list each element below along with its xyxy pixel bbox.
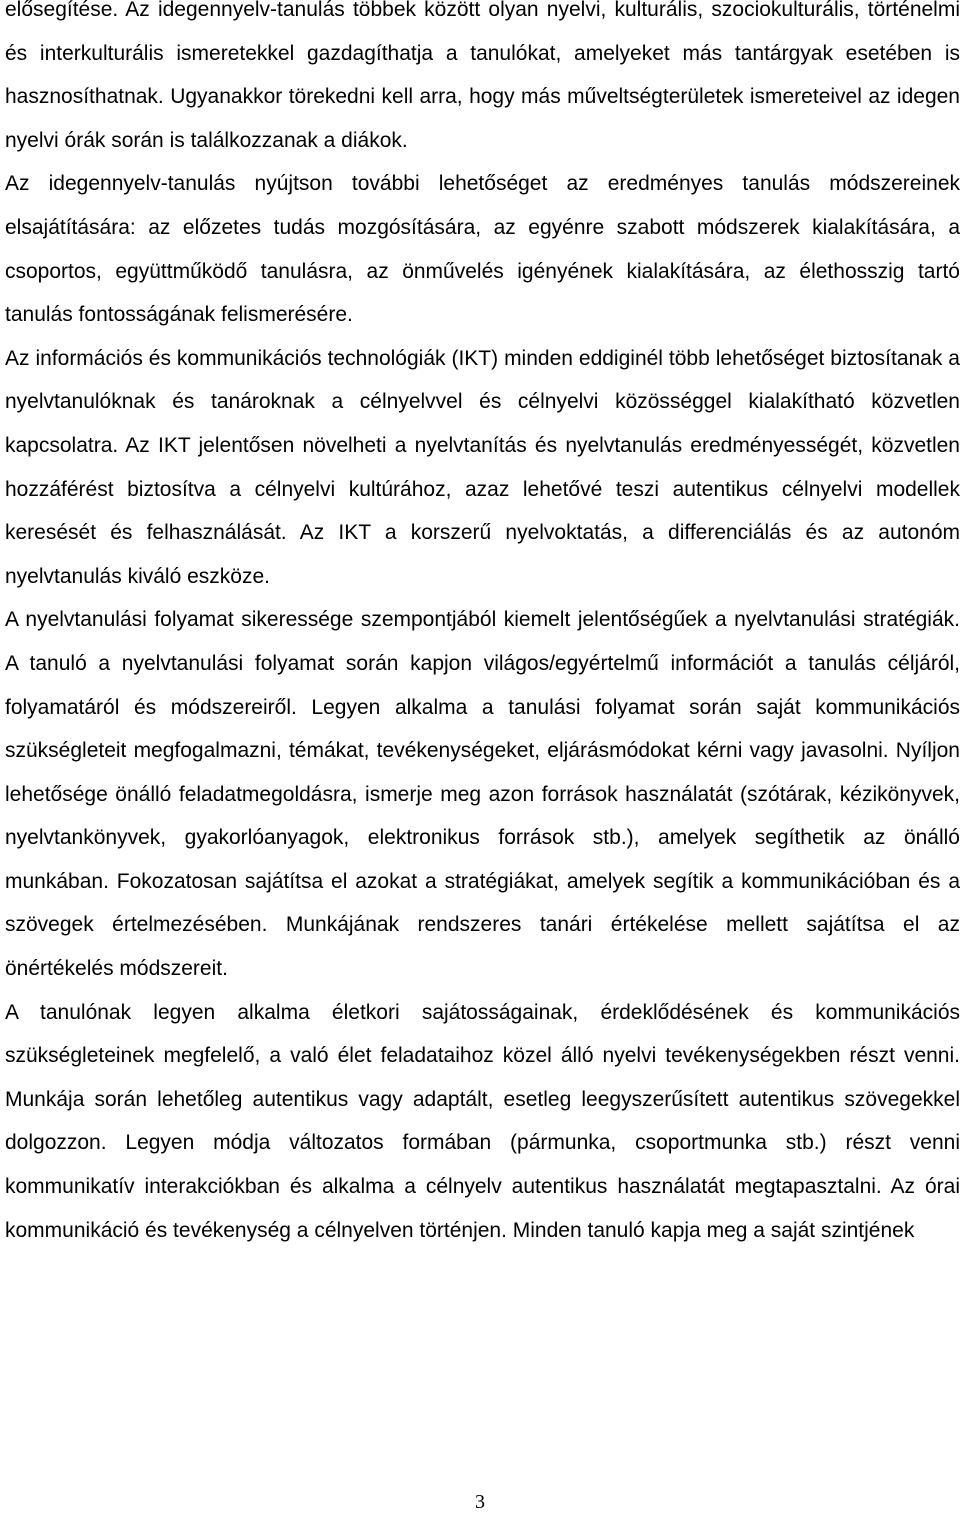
paragraph-intro: elősegítése. Az idegennyelv-tanulás többek között olyan nyelvi, kulturális, szociokulturális, történelmi és interkulturális ismeretekkel gazdagíthatja a tanulókat, amelyeket más tantárgyak esetében is hasznosíthatnak. Ugyanakkor törekedni kell arra, hogy más műveltségterületek ismereteivel az idegen nyelvi órák során is találkozzanak a diákok. bbox=[5, 0, 960, 152]
paragraph-learning-methods: Az idegennyelv-tanulás nyújtson további lehetőséget az eredményes tanulás módszereinek elsajátítására: az előzetes tudás mozgósítására, az egyénre szabott módszerek kialakítására, a csoportos, együttműködő tanulásra, az önművelés igényének kialakítására, az élethosszig tartó tanulás fontosságának felismerésére. bbox=[5, 172, 960, 327]
page-number: 3 bbox=[475, 1491, 485, 1513]
document-body bbox=[5, 0, 960, 1252]
paragraph-strategies: A nyelvtanulási folyamat sikeressége szempontjából kiemelt jelentőségűek a nyelvtanulási stratégiák. A tanuló a nyelvtanulási folyamat során kapjon világos/egyértelmű információt a tanulás céljáról, folyamatáról és módszereiről. Legyen alkalma a tanulási folyamat során saját kommunikációs szükségleteit megfogalmazni, témákat, tevékenységeket, eljárásmódokat kérni vagy javasolni. Nyíljon lehetősége önálló feladatmegoldásra, ismerje meg azon források használatát (szótárak, kézikönyvek, nyelvtankönyvek, gyakorlóanyagok, elektronikus források stb.), amelyek segíthetik az önálló munkában. Fokozatosan sajátítsa el azokat a stratégiákat, amelyek segítik a kommunikációban és a szövegek értelmezésében. Munkájának rendszeres tanári értékelése mellett sajátítsa el az önértékelés módszereit. bbox=[5, 608, 960, 981]
paragraph-ict: Az információs és kommunikációs technológiák (IKT) minden eddiginél több lehetőséget biztosítanak a nyelvtanulóknak és tanároknak a célnyelvvel és célnyelvi közösséggel kialakítható közvetlen kapcsolatra. Az IKT jelentősen növelheti a nyelvtanítás és nyelvtanulás eredményességét, közvetlen hozzáférést biztosítva a célnyelvi kultúrához, azaz lehetővé teszi autentikus célnyelvi modellek keresését és felhasználását. Az IKT a korszerű nyelvoktatás, a differenciálás és az autonóm nyelvtanulás kiváló eszköze. bbox=[5, 346, 960, 588]
paragraph-activities: A tanulónak legyen alkalma életkori sajátosságainak, érdeklődésének és kommunikációs szükségleteinek megfelelő, a való élet feladataihoz közel álló nyelvi tevékenységekben részt venni. Munkája során lehetőleg autentikus vagy adaptált, esetleg leegyszerűsített autentikus szövegekkel dolgozzon. Legyen módja változatos formában (pármunka, csoportmunka stb.) részt venni kommunikatív interakciókban és alkalma a célnyelv autentikus használatát megtapasztalni. Az órai kommunikáció és tevékenység a célnyelven történjen. Minden tanuló kapja meg a saját szintjének bbox=[5, 1000, 960, 1242]
